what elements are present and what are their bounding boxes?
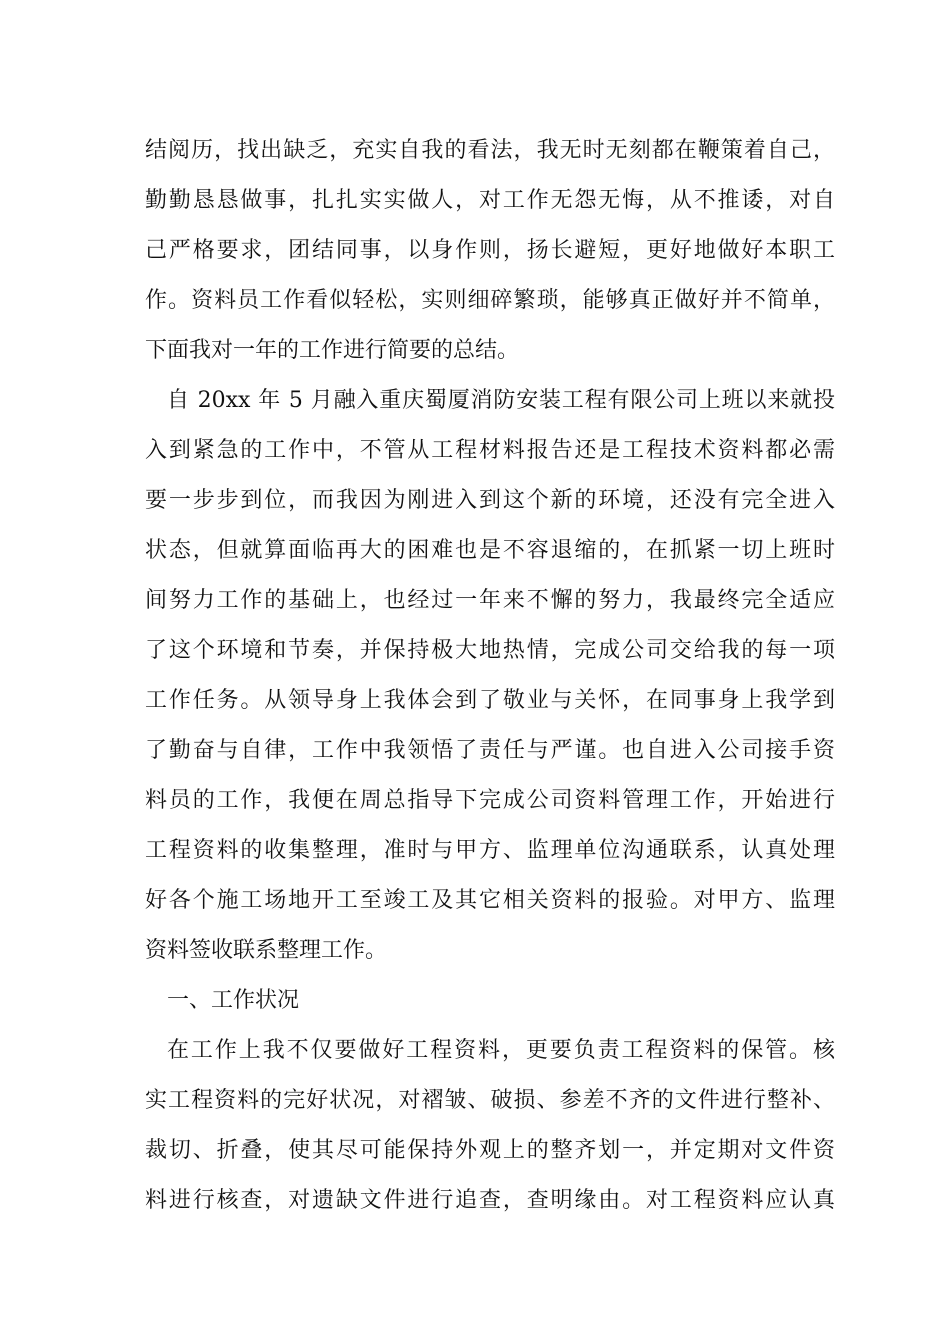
text-line: 间努力工作的基础上，也经过一年来不懈的努力，我最终完全适应 [145, 588, 835, 613]
text-line: 料进行核查，对遗缺文件进行追查，查明缘由。对工程资料应认真 [145, 1188, 835, 1213]
text-line: 了勤奋与自律，工作中我领悟了责任与严谨。也自进入公司接手资 [145, 738, 835, 763]
text-line: 入到紧急的工作中，不管从工程材料报告还是工程技术资料都必需 [145, 438, 835, 463]
section-heading-text: 一、工作状况 [167, 988, 300, 1013]
text-line: 资料签收联系整理工作。 [145, 938, 388, 963]
text-line: 结阅历，找出缺乏，充实自我的看法，我无时无刻都在鞭策着自己， [145, 138, 835, 163]
text-line: 料员的工作，我便在周总指导下完成公司资料管理工作，开始进行 [145, 788, 835, 813]
paragraph-1 [145, 126, 835, 376]
paragraph-2 [145, 376, 835, 976]
text-line: 在工作上我不仅要做好工程资料，更要负责工程资料的保管。核 [167, 1038, 835, 1063]
text-line: 工作任务。从领导身上我体会到了敬业与关怀，在同事身上我学到 [145, 688, 835, 713]
text-line: 了这个环境和节奏，并保持极大地热情，完成公司交给我的每一项 [145, 638, 835, 663]
text-line: 自 20xx 年 5 月融入重庆蜀厦消防安装工程有限公司上班以来就投 [167, 388, 835, 413]
paragraph-3 [145, 1026, 835, 1226]
text-line: 实工程资料的完好状况，对褶皱、破损、参差不齐的文件进行整补、 [145, 1088, 835, 1113]
text-line: 己严格要求，团结同事，以身作则，扬长避短，更好地做好本职工 [145, 238, 835, 263]
text-line: 作。资料员工作看似轻松，实则细碎繁琐，能够真正做好并不简单， [145, 288, 835, 313]
text-line: 裁切、折叠，使其尽可能保持外观上的整齐划一，并定期对文件资 [145, 1138, 835, 1163]
text-line: 下面我对一年的工作进行简要的总结。 [145, 338, 520, 363]
text-line: 勤勤恳恳做事，扎扎实实做人，对工作无怨无悔，从不推诿，对自 [145, 188, 835, 213]
section-heading [145, 976, 835, 1026]
text-line: 要一步步到位，而我因为刚进入到这个新的环境，还没有完全进入 [145, 488, 835, 513]
document-body [145, 126, 835, 1226]
text-line: 状态，但就算面临再大的困难也是不容退缩的，在抓紧一切上班时 [145, 538, 835, 563]
text-line: 工程资料的收集整理，准时与甲方、监理单位沟通联系，认真处理 [145, 838, 835, 863]
text-line: 好各个施工场地开工至竣工及其它相关资料的报验。对甲方、监理 [145, 888, 835, 913]
